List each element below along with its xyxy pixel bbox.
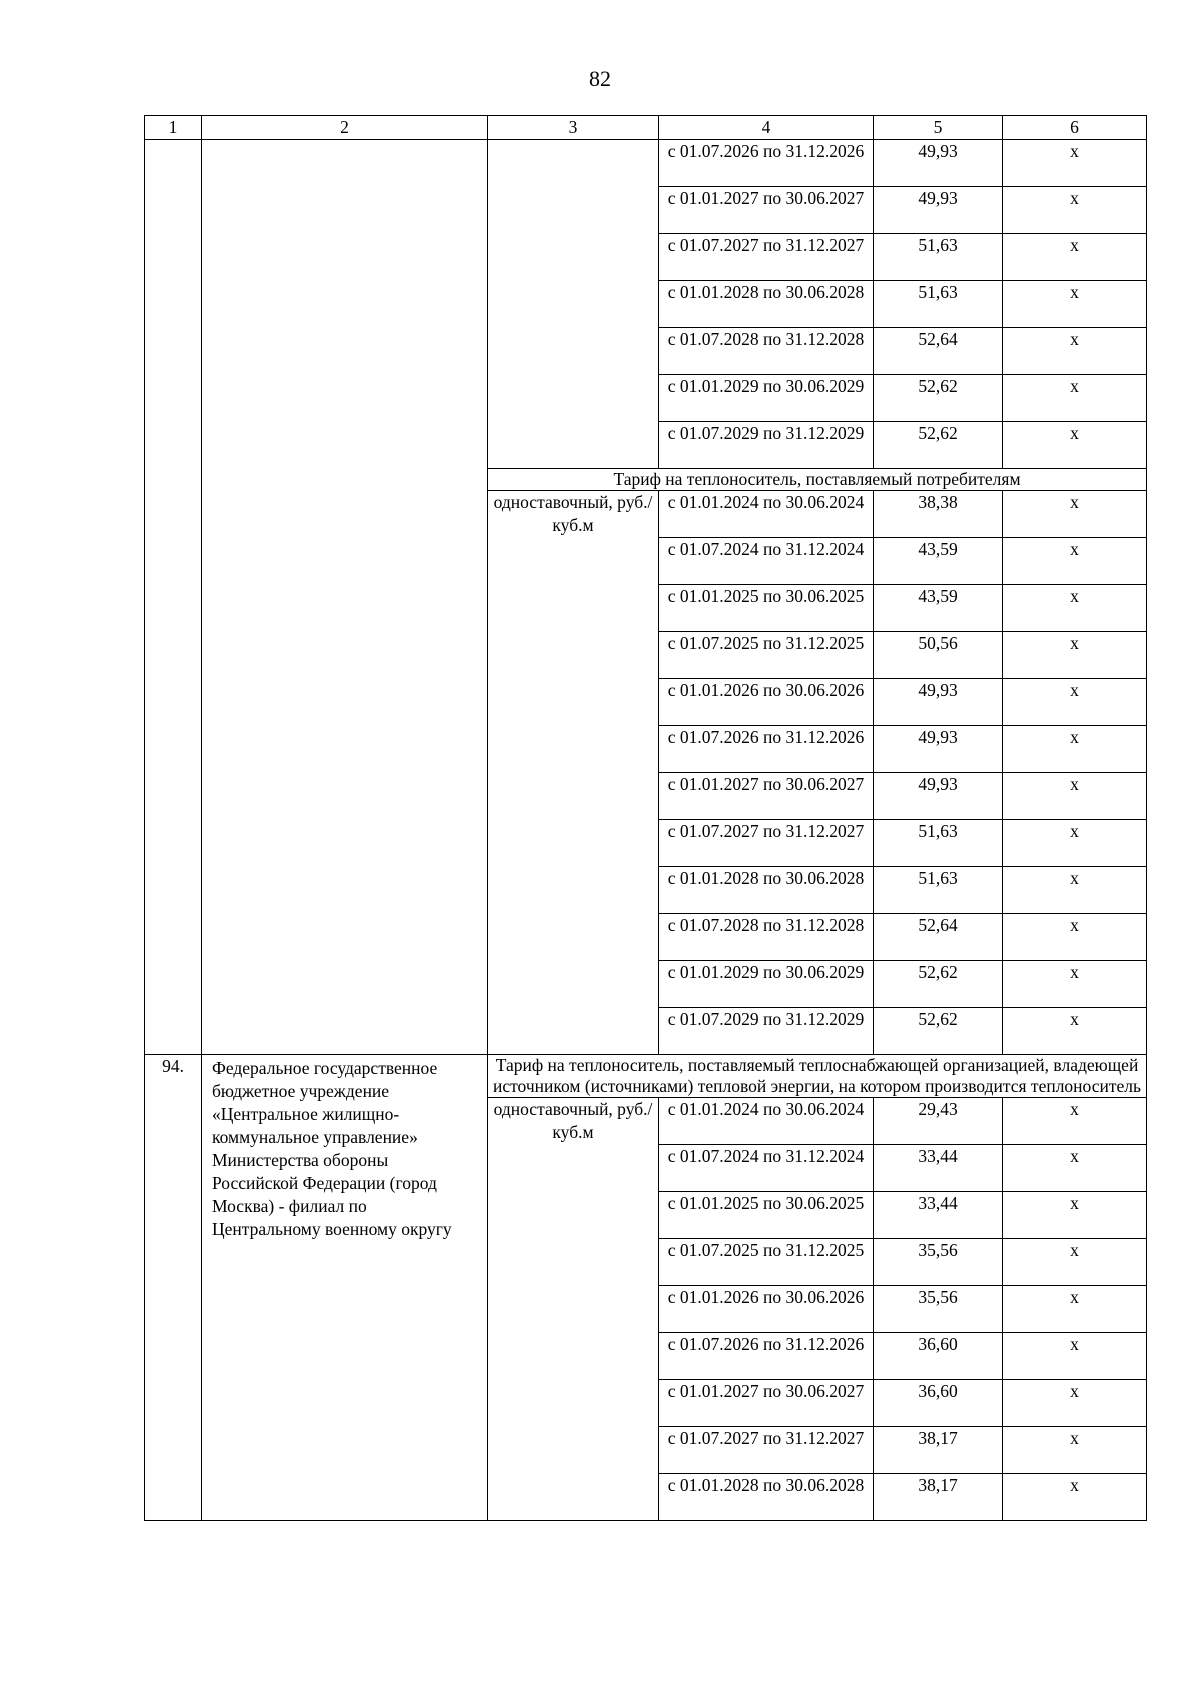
mark-cell: х — [1003, 773, 1147, 820]
value-cell: 49,93 — [874, 773, 1003, 820]
value-cell: 51,63 — [874, 234, 1003, 281]
mark-cell: х — [1003, 585, 1147, 632]
period-cell: с 01.07.2024 по 31.12.2024 — [659, 1145, 874, 1192]
mark-cell: х — [1003, 328, 1147, 375]
period-cell: с 01.01.2028 по 30.06.2028 — [659, 867, 874, 914]
mark-cell: х — [1003, 1192, 1147, 1239]
period-cell: с 01.01.2025 по 30.06.2025 — [659, 585, 874, 632]
mark-cell: х — [1003, 281, 1147, 328]
header-cell: 6 — [1003, 116, 1147, 140]
mark-cell: х — [1003, 1427, 1147, 1474]
table-row — [145, 140, 1147, 187]
header-cell: 3 — [488, 116, 659, 140]
period-cell: с 01.01.2027 по 30.06.2027 — [659, 1380, 874, 1427]
mark-cell: х — [1003, 1239, 1147, 1286]
value-cell: 52,62 — [874, 422, 1003, 469]
mark-cell: х — [1003, 679, 1147, 726]
value-cell: 49,93 — [874, 140, 1003, 187]
page-number: 82 — [589, 66, 611, 91]
mark-cell: х — [1003, 422, 1147, 469]
mark-cell: х — [1003, 1286, 1147, 1333]
value-cell: 38,17 — [874, 1474, 1003, 1521]
organization-cell — [202, 140, 488, 1055]
period-cell: с 01.01.2026 по 30.06.2026 — [659, 679, 874, 726]
period-cell: с 01.07.2027 по 31.12.2027 — [659, 234, 874, 281]
mark-cell: х — [1003, 1145, 1147, 1192]
value-cell: 49,93 — [874, 726, 1003, 773]
mark-cell: х — [1003, 1333, 1147, 1380]
value-cell: 49,93 — [874, 187, 1003, 234]
value-cell: 33,44 — [874, 1145, 1003, 1192]
period-cell: с 01.07.2025 по 31.12.2025 — [659, 632, 874, 679]
header-cell: 4 — [659, 116, 874, 140]
number-cell: 94. — [145, 1055, 202, 1521]
value-cell: 52,62 — [874, 375, 1003, 422]
tariff-table — [144, 115, 1147, 1521]
mark-cell: х — [1003, 491, 1147, 538]
period-cell: с 01.01.2029 по 30.06.2029 — [659, 375, 874, 422]
mark-cell: х — [1003, 820, 1147, 867]
value-cell: 35,56 — [874, 1239, 1003, 1286]
value-cell: 29,43 — [874, 1098, 1003, 1145]
value-cell: 38,17 — [874, 1427, 1003, 1474]
period-cell: с 01.01.2024 по 30.06.2024 — [659, 1098, 874, 1145]
tariff-type-cell: одноставочный, руб./куб.м — [488, 1098, 659, 1521]
period-cell: с 01.01.2028 по 30.06.2028 — [659, 281, 874, 328]
section-title: Тариф на теплоноситель, поставляемый потребителям — [488, 469, 1147, 491]
number-cell — [145, 140, 202, 1055]
section-title: Тариф на теплоноситель, поставляемый теплоснабжающей организацией, владеющей источником (источниками) тепловой энергии, на котором производится теплоноситель — [488, 1055, 1147, 1098]
tariff-type-cell: одноставочный, руб./куб.м — [488, 491, 659, 1055]
value-cell: 38,38 — [874, 491, 1003, 538]
mark-cell: х — [1003, 538, 1147, 585]
mark-cell: х — [1003, 234, 1147, 281]
value-cell: 43,59 — [874, 538, 1003, 585]
mark-cell: х — [1003, 375, 1147, 422]
value-cell: 43,59 — [874, 585, 1003, 632]
header-cell: 1 — [145, 116, 202, 140]
value-cell: 51,63 — [874, 820, 1003, 867]
period-cell: с 01.01.2026 по 30.06.2026 — [659, 1286, 874, 1333]
organization-cell: Федеральное государственное бюджетное учреждение «Центральное жилищно-коммунальное управление» Министерства обороны Российской Федерации (город Москва) - филиал по Центральному военному округу — [202, 1055, 488, 1521]
period-cell: с 01.07.2026 по 31.12.2026 — [659, 726, 874, 773]
period-cell: с 01.01.2029 по 30.06.2029 — [659, 961, 874, 1008]
mark-cell: х — [1003, 1474, 1147, 1521]
period-cell: с 01.07.2028 по 31.12.2028 — [659, 328, 874, 375]
header-cell: 2 — [202, 116, 488, 140]
period-cell: с 01.01.2024 по 30.06.2024 — [659, 491, 874, 538]
value-cell: 51,63 — [874, 867, 1003, 914]
period-cell: с 01.07.2029 по 31.12.2029 — [659, 422, 874, 469]
period-cell: с 01.07.2026 по 31.12.2026 — [659, 1333, 874, 1380]
value-cell: 52,64 — [874, 914, 1003, 961]
mark-cell: х — [1003, 1098, 1147, 1145]
tariff-type-cell — [488, 140, 659, 469]
mark-cell: х — [1003, 187, 1147, 234]
value-cell: 33,44 — [874, 1192, 1003, 1239]
value-cell: 36,60 — [874, 1333, 1003, 1380]
value-cell: 52,62 — [874, 1008, 1003, 1055]
value-cell: 35,56 — [874, 1286, 1003, 1333]
period-cell: с 01.01.2027 по 30.06.2027 — [659, 187, 874, 234]
value-cell: 36,60 — [874, 1380, 1003, 1427]
value-cell: 51,63 — [874, 281, 1003, 328]
mark-cell: х — [1003, 726, 1147, 773]
mark-cell: х — [1003, 914, 1147, 961]
period-cell: с 01.07.2025 по 31.12.2025 — [659, 1239, 874, 1286]
period-cell: с 01.07.2027 по 31.12.2027 — [659, 1427, 874, 1474]
value-cell: 52,64 — [874, 328, 1003, 375]
mark-cell: х — [1003, 632, 1147, 679]
period-cell: с 01.01.2028 по 30.06.2028 — [659, 1474, 874, 1521]
period-cell: с 01.07.2029 по 31.12.2029 — [659, 1008, 874, 1055]
value-cell: 50,56 — [874, 632, 1003, 679]
value-cell: 49,93 — [874, 679, 1003, 726]
period-cell: с 01.01.2025 по 30.06.2025 — [659, 1192, 874, 1239]
mark-cell: х — [1003, 140, 1147, 187]
period-cell: с 01.07.2024 по 31.12.2024 — [659, 538, 874, 585]
header-cell: 5 — [874, 116, 1003, 140]
value-cell: 52,62 — [874, 961, 1003, 1008]
mark-cell: х — [1003, 961, 1147, 1008]
period-cell: с 01.07.2028 по 31.12.2028 — [659, 914, 874, 961]
mark-cell: х — [1003, 867, 1147, 914]
mark-cell: х — [1003, 1380, 1147, 1427]
mark-cell: х — [1003, 1008, 1147, 1055]
section-row — [145, 1055, 1147, 1098]
header-row — [145, 116, 1147, 140]
period-cell: с 01.07.2027 по 31.12.2027 — [659, 820, 874, 867]
period-cell: с 01.01.2027 по 30.06.2027 — [659, 773, 874, 820]
period-cell: с 01.07.2026 по 31.12.2026 — [659, 140, 874, 187]
